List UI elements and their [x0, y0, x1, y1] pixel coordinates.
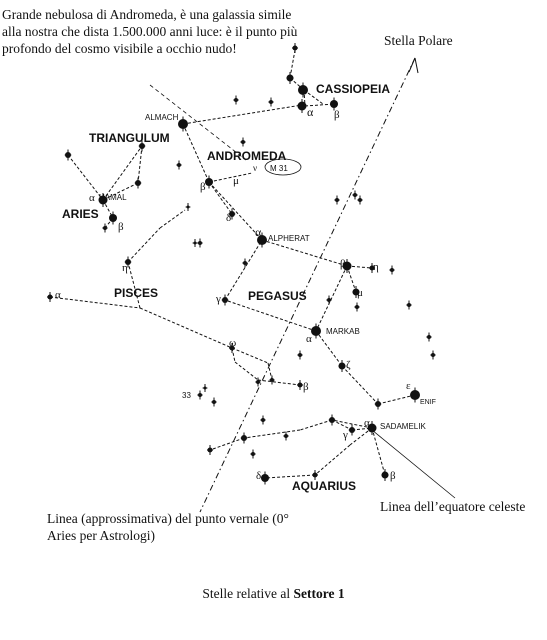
star-aquarius-4-spikes: [207, 445, 213, 455]
alpherat-label: ALPHERAT: [268, 234, 310, 243]
star-cassiopeia-gamma-spikes: [299, 83, 308, 98]
star-field-spikes: [406, 301, 411, 310]
star-enif: [410, 388, 420, 403]
star-field: [211, 398, 216, 407]
star-field-spikes: [430, 351, 435, 360]
pisces-line: [128, 262, 140, 308]
stella-polare-label: Stella Polare: [384, 33, 453, 48]
star-field: [260, 416, 265, 425]
pisces-line: [160, 210, 185, 228]
labels: [55, 82, 436, 493]
star-field-spikes: [260, 416, 265, 425]
guide-lines: [150, 58, 455, 512]
pegasus-line: [225, 300, 316, 331]
star-aquarius-beta: [381, 469, 388, 481]
andromeda-line: [183, 124, 209, 182]
star-field: [297, 351, 302, 360]
greek-beta: β: [340, 258, 346, 270]
cassiopeia-label: CASSIOPEIA: [316, 82, 391, 96]
caption-prefix: Stelle relative al: [202, 586, 294, 601]
aries-label: ARIES: [62, 207, 99, 221]
star-pegasus-zeta: [338, 360, 345, 372]
aquarius-line: [244, 430, 300, 438]
star-field-spikes: [357, 196, 362, 205]
star-field-spikes: [250, 450, 255, 459]
star-aquarius-delta-spikes: [261, 472, 269, 485]
greek-mu: μ: [233, 175, 239, 187]
star-field-spikes: [297, 351, 302, 360]
star-field-spikes: [352, 191, 357, 200]
andromeda-label: ANDROMEDA: [207, 149, 287, 163]
star-almach-spikes: [179, 117, 188, 132]
almach-label: ALMACH: [145, 113, 179, 122]
star-field: [233, 96, 238, 105]
star-aquarius-4: [207, 445, 213, 455]
star-field-spikes: [283, 432, 288, 441]
greek-delta: δ: [256, 470, 262, 482]
star-field: [406, 301, 411, 310]
star-pegasus-theta: [375, 399, 382, 410]
andromeda-nebula-note: Grande nebulosa di Andromeda, è una galassia simile alla nostra che dista 1.500.000 anni luce: è il punto più profondo del cosmo visibile a occhio nudo!: [2, 7, 298, 56]
star-triangulum-1-spikes: [65, 150, 72, 161]
greek-alpha: α: [307, 105, 314, 119]
pisces-line: [140, 308, 232, 348]
greek-alpha: α: [255, 225, 262, 239]
star-field: [352, 191, 357, 200]
equator-pointer-line: [372, 430, 455, 498]
star-field: [354, 303, 359, 312]
star-field: [176, 161, 181, 170]
andromeda-line: [183, 105, 302, 124]
page-caption: [0, 585, 547, 602]
pegasus-line: [342, 366, 378, 404]
star-aquarius-1-spikes: [329, 415, 336, 426]
star-triangulum-1: [65, 150, 72, 161]
pisces-line: [235, 362, 258, 380]
greek-delta: δ: [226, 212, 232, 224]
star-field: [268, 98, 273, 107]
star-pisces-alpha: [47, 292, 53, 302]
star-field: [326, 296, 331, 305]
pegasus-label: PEGASUS: [248, 289, 307, 303]
star-field-spikes: [197, 391, 202, 400]
star-field-spikes: [334, 196, 339, 205]
greek-gamma: γ: [216, 293, 221, 305]
star-cassiopeia-gamma: [298, 83, 308, 98]
star-pegasus-theta-spikes: [375, 399, 382, 410]
constellation-lines: [50, 50, 415, 478]
greek-alpha: α: [55, 289, 61, 301]
greek-epsilon: ε: [406, 380, 411, 392]
greek-beta: β: [200, 181, 206, 193]
aquarius-line: [265, 475, 315, 478]
star-cassiopeia-delta-spikes: [286, 72, 293, 84]
pegasus-line: [378, 395, 415, 404]
triangulum-label: TRIANGULUM: [89, 131, 170, 145]
star-field-spikes: [197, 239, 202, 248]
star-field-spikes: [326, 296, 331, 305]
aquarius-label: AQUARIUS: [292, 479, 357, 493]
star-field-spikes: [268, 98, 273, 107]
star-field: [426, 333, 431, 342]
star-markab-spikes: [312, 324, 321, 339]
andromeda-line: [209, 173, 252, 182]
pisces-line: [128, 228, 160, 262]
star-field-spikes: [240, 138, 245, 147]
star-field: [203, 384, 208, 392]
triangulum-line: [68, 155, 103, 200]
greek-omega: ω: [229, 337, 237, 349]
greek-beta: β: [118, 221, 124, 233]
pisces-line: [268, 363, 272, 380]
m31-label: M 31: [270, 164, 288, 173]
greek-alpha: α: [306, 333, 312, 345]
greek-alpha: α: [364, 417, 370, 429]
star-pisces-alpha-spikes: [47, 292, 53, 302]
star-aquarius-beta-spikes: [381, 469, 388, 481]
celestial-equator-label: Linea dell’equatore celeste: [380, 499, 526, 514]
pegasus-line: [316, 331, 342, 366]
star-field-spikes: [426, 333, 431, 342]
star-field: [186, 203, 191, 211]
star-field: [197, 391, 202, 400]
number-33: 33: [182, 391, 191, 400]
star-field-spikes: [203, 384, 208, 392]
star-field-spikes: [211, 398, 216, 407]
aquarius-line: [300, 420, 332, 430]
markab-label: MARKAB: [326, 327, 360, 336]
star-field-spikes: [233, 96, 238, 105]
enif-label: ENIF: [420, 399, 436, 406]
andromeda-line: [209, 182, 232, 214]
greek-eta: η: [122, 262, 128, 274]
star-field-spikes: [354, 303, 359, 312]
star-field: [283, 432, 288, 441]
vernal-point-line: [200, 58, 415, 512]
star-aries-gamma-spikes: [102, 224, 107, 233]
star-almach: [178, 117, 188, 132]
star-field-spikes: [242, 259, 247, 268]
star-pegasus-gamma: [222, 295, 229, 306]
star-aquarius-2-spikes: [349, 425, 356, 436]
pisces-line: [232, 348, 268, 363]
pisces-line: [258, 380, 300, 385]
aquarius-line: [315, 445, 350, 475]
star-cassiopeia-delta: [286, 72, 293, 84]
caption-sector: Settore 1: [293, 586, 345, 601]
star-field: [269, 376, 274, 385]
star-field: [197, 239, 202, 248]
star-field: [357, 196, 362, 205]
polaris-arrow-icon: [409, 58, 418, 73]
pegasus-line: [262, 240, 347, 266]
vernal-point-label: Linea (approssimativa) del punto vernale (0° Aries per Astrologi): [47, 511, 289, 543]
star-aquarius-3-spikes: [241, 433, 248, 444]
greek-alpha: α: [89, 192, 95, 204]
star-triangulum-3-spikes: [135, 178, 142, 189]
star-field-spikes: [193, 239, 198, 247]
pisces-label: PISCES: [114, 286, 159, 300]
star-field: [430, 351, 435, 360]
star-field: [250, 450, 255, 459]
star-triangulum-3: [135, 178, 142, 189]
star-field: [240, 138, 245, 147]
sadamelik-label: SADAMELIK: [380, 422, 426, 431]
greek-beta: β: [303, 381, 309, 393]
star-enif-spikes: [411, 388, 420, 403]
star-aquarius-delta: [261, 472, 269, 485]
greek-mu: μ: [357, 287, 363, 299]
star-aquarius-1: [329, 415, 336, 426]
star-field: [334, 196, 339, 205]
star-pegasus-gamma-spikes: [222, 295, 229, 306]
star-pegasus-zeta-spikes: [338, 360, 345, 372]
star-field-spikes: [176, 161, 181, 170]
greek-eta: η: [373, 261, 379, 273]
aquarius-line: [210, 438, 244, 450]
star-aquarius-3: [241, 433, 248, 444]
star-field-spikes: [269, 376, 274, 385]
star-field: [193, 239, 198, 247]
star-aries-gamma: [102, 224, 107, 233]
star-aquarius-2: [349, 425, 356, 436]
star-field-spikes: [186, 203, 191, 211]
pegasus-line: [316, 266, 347, 331]
star-field: [389, 266, 394, 275]
triangulum-line: [103, 146, 142, 200]
greek-nu: ν: [253, 163, 258, 173]
star-field-spikes: [389, 266, 394, 275]
greek-beta: β: [390, 470, 396, 482]
greek-zeta: ζ: [346, 359, 351, 371]
star-field: [242, 259, 247, 268]
greek-beta: β: [334, 109, 340, 121]
greek-gamma: γ: [343, 429, 348, 441]
hamal-label: HAMAL: [99, 193, 127, 202]
